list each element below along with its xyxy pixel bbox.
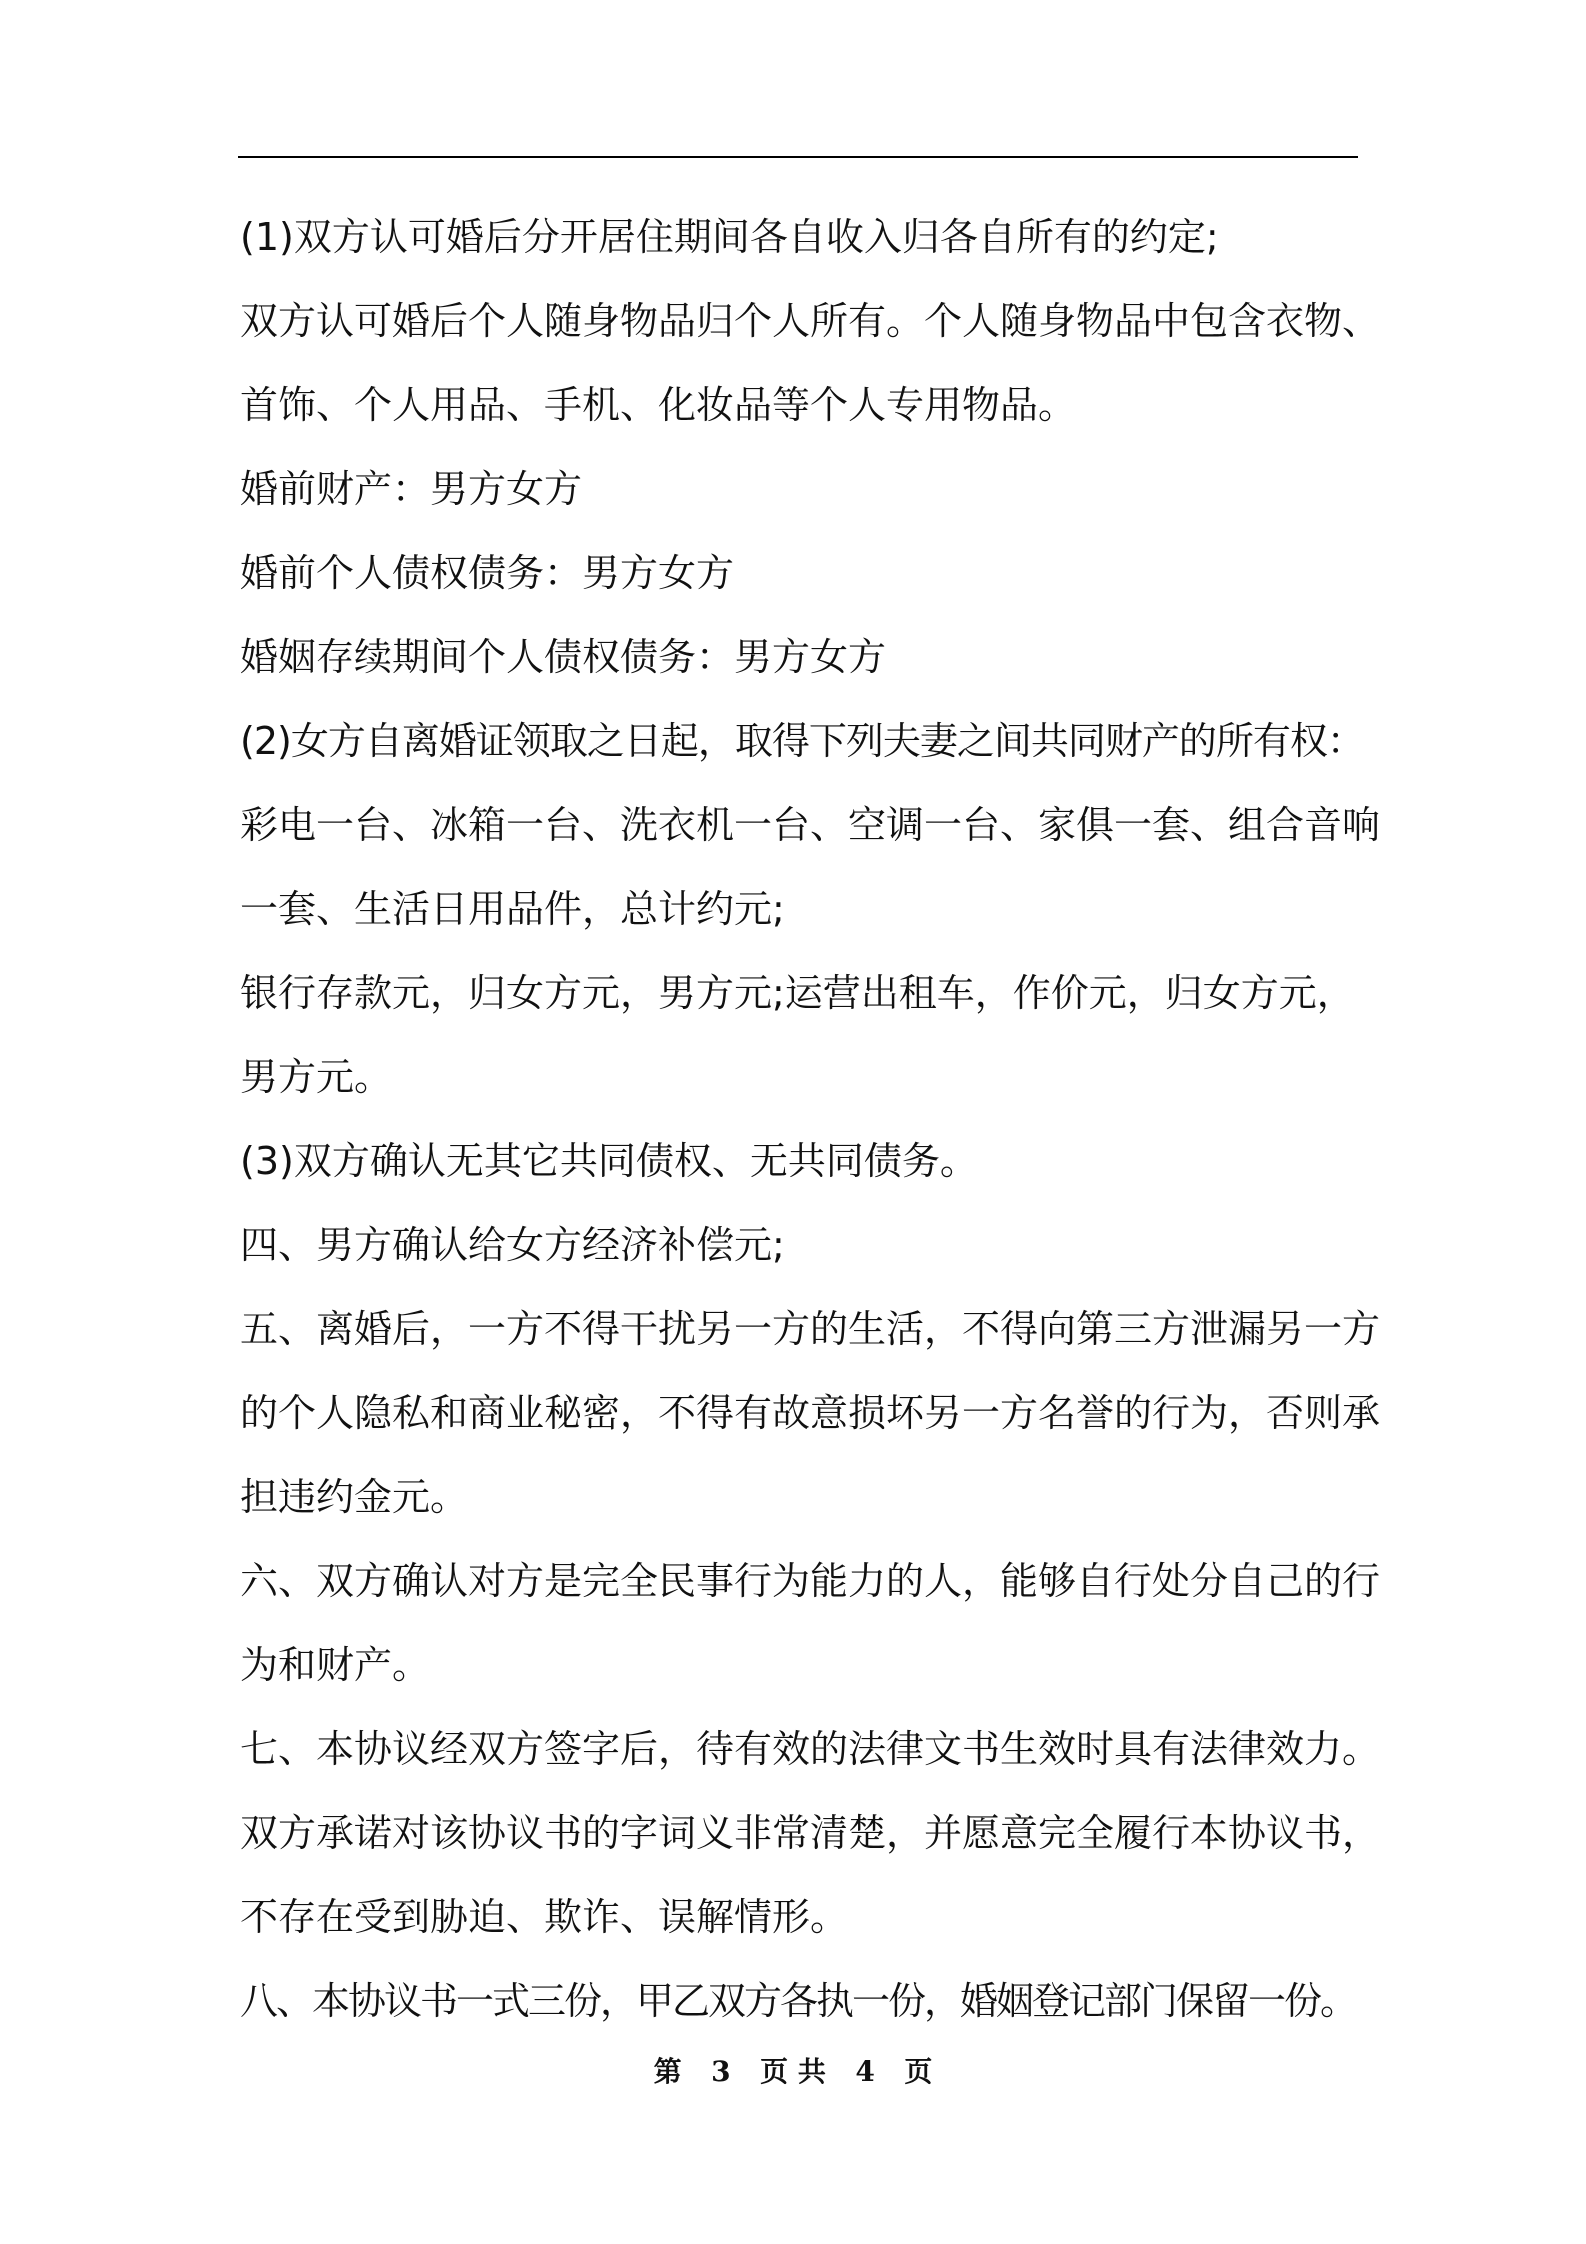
header-rule xyxy=(238,156,1358,158)
page-number-suffix: 页 xyxy=(904,2055,933,2088)
text-line: (2)女方自离婚证领取之日起，取得下列夫妻之间共同财产的所有权： xyxy=(240,719,1364,763)
text-line: 八、本协议书一式三份，甲乙双方各执一份，婚姻登记部门保留一份。 xyxy=(240,1979,1357,2023)
text-line: 六、双方确认对方是完全民事行为能力的人，能够自行处分自己的行 xyxy=(240,1559,1381,1603)
text-line: 婚姻存续期间个人债权债务：男方女方 xyxy=(240,635,887,679)
page-number-total: 4 xyxy=(855,2055,875,2088)
text-line: 婚前财产：男方女方 xyxy=(240,467,583,511)
text-line: 双方承诺对该协议书的字词义非常清楚，并愿意完全履行本协议书， xyxy=(240,1811,1381,1855)
text-line: (1)双方认可婚后分开居住期间各自收入归各自所有的约定; xyxy=(240,215,1219,259)
text-line: 首饰、个人用品、手机、化妆品等个人专用物品。 xyxy=(240,383,1077,427)
text-line: 七、本协议经双方签字后，待有效的法律文书生效时具有法律效力。 xyxy=(240,1727,1381,1771)
text-line: 不存在受到胁迫、欺诈、误解情形。 xyxy=(240,1895,849,1939)
page-number-middle: 页 共 xyxy=(760,2055,826,2088)
text-line: 银行存款元，归女方元，男方元;运营出租车，作价元，归女方元， xyxy=(240,971,1355,1015)
text-line: 男方元。 xyxy=(240,1055,393,1099)
text-line: 彩电一台、冰箱一台、洗衣机一台、空调一台、家俱一套、组合音响 xyxy=(240,803,1381,847)
page-number-current: 3 xyxy=(711,2055,731,2088)
text-line: 一套、生活日用品件，总计约元; xyxy=(240,887,785,931)
text-line: (3)双方确认无其它共同债权、无共同债务。 xyxy=(240,1139,978,1183)
page-number-footer xyxy=(0,2052,1586,2092)
text-line: 的个人隐私和商业秘密，不得有故意损坏另一方名誉的行为，否则承 xyxy=(240,1391,1381,1435)
text-line: 双方认可婚后个人随身物品归个人所有。个人随身物品中包含衣物、 xyxy=(240,299,1381,343)
text-line: 为和财产。 xyxy=(240,1643,431,1687)
text-line: 婚前个人债权债务：男方女方 xyxy=(240,551,735,595)
text-line: 担违约金元。 xyxy=(240,1475,469,1519)
document-body xyxy=(240,195,1381,2043)
text-line: 五、离婚后，一方不得干扰另一方的生活，不得向第三方泄漏另一方 xyxy=(240,1307,1381,1351)
page-number-prefix: 第 xyxy=(653,2055,682,2088)
text-line: 四、男方确认给女方经济补偿元; xyxy=(240,1223,785,1267)
